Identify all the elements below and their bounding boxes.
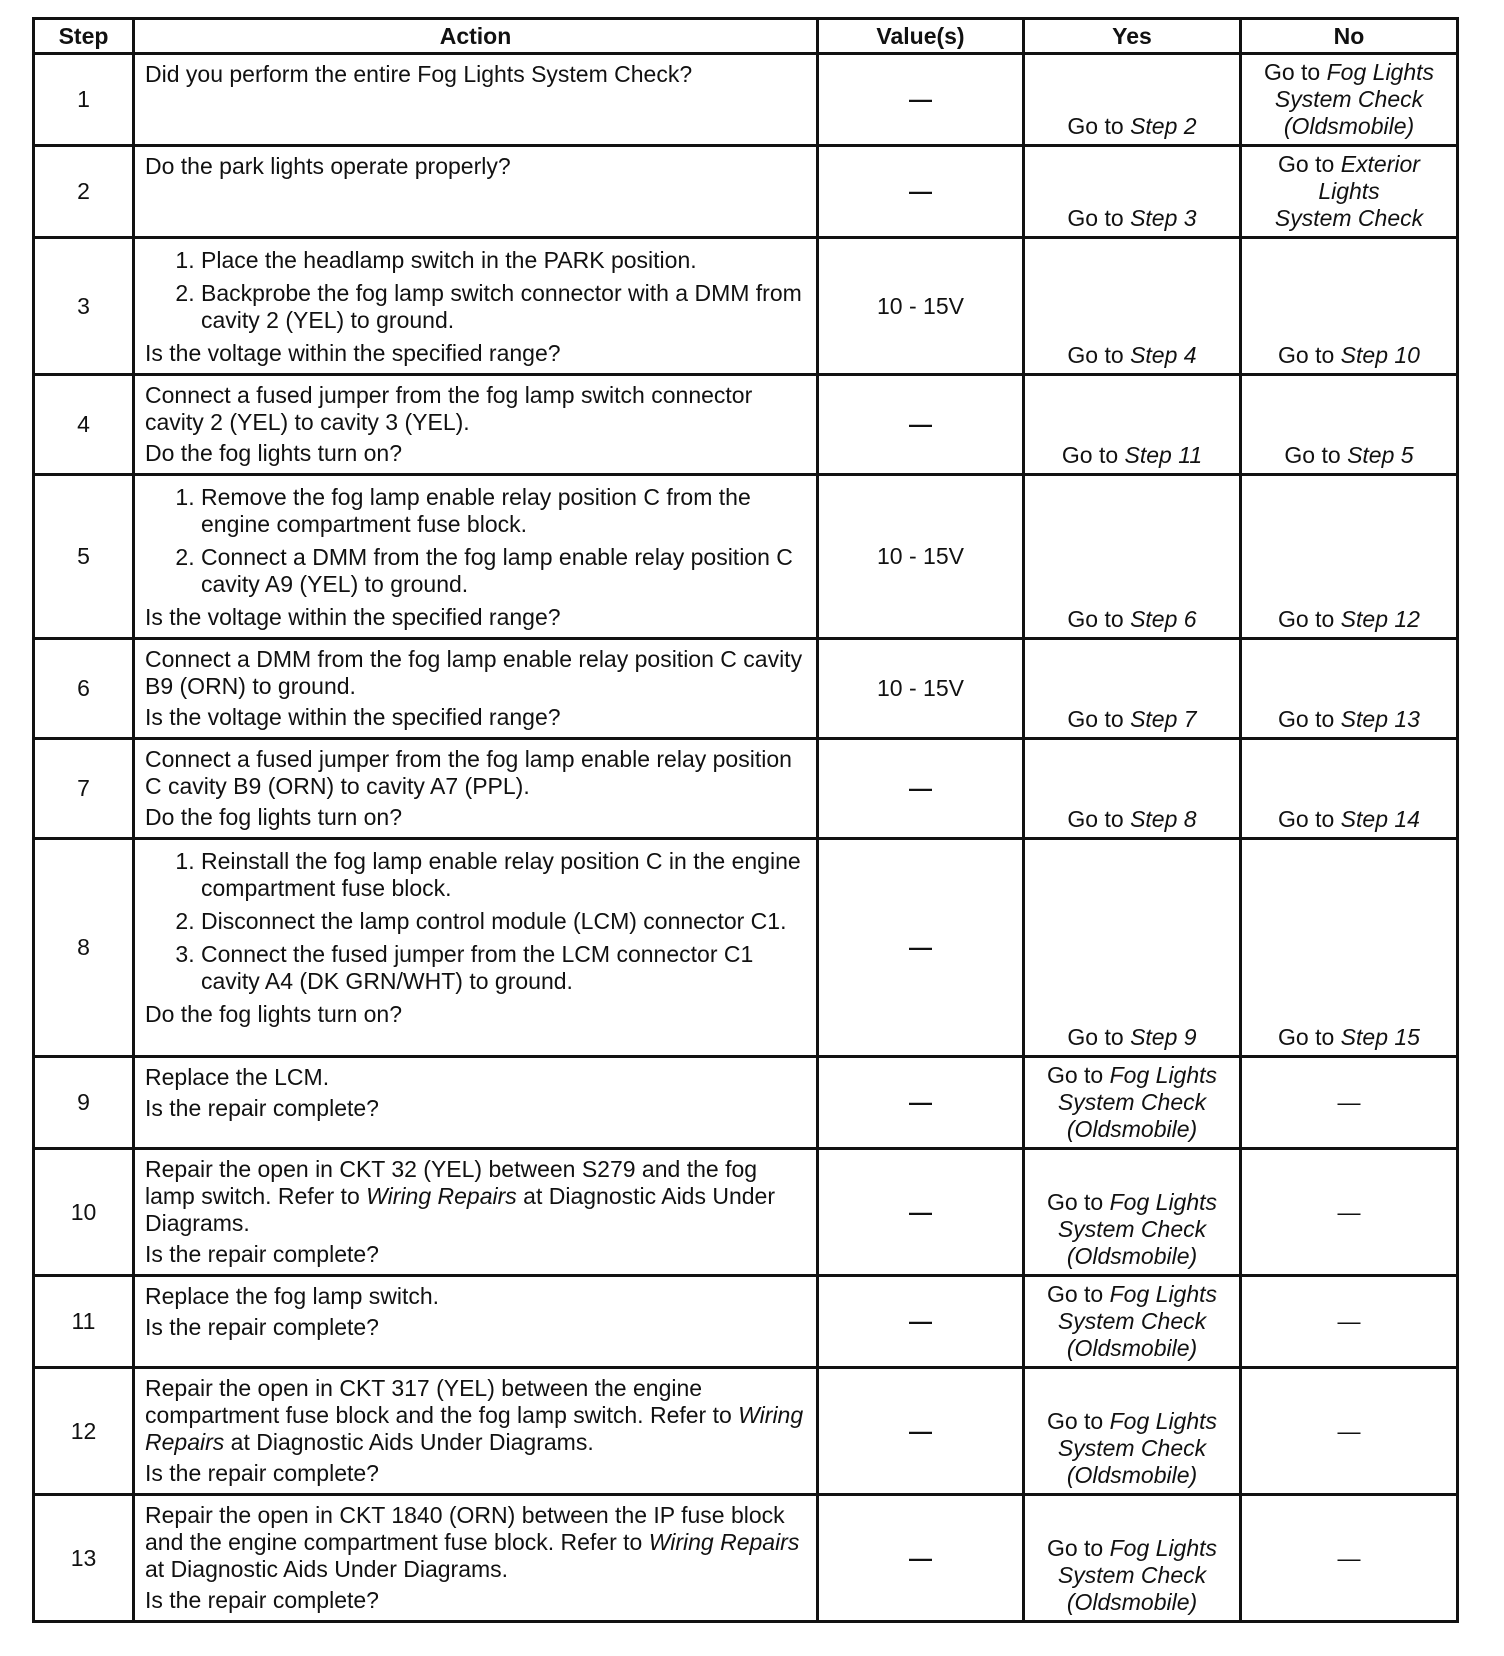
diagnostic-table-wrapper <box>32 17 1456 1623</box>
table-row <box>34 1276 1458 1368</box>
no-cell <box>1241 1276 1458 1368</box>
no-dash: — <box>1337 1089 1361 1115</box>
yes-line <box>1031 1435 1233 1462</box>
no-step-link[interactable]: Step 14 <box>1340 806 1420 832</box>
no-cell <box>1241 639 1458 739</box>
yes-goto: Go to <box>1067 606 1131 632</box>
yes-goto: Go to <box>1061 442 1125 468</box>
yes-goto: Go to <box>1067 1024 1131 1050</box>
no-goto: Go to <box>1284 442 1348 468</box>
step-number: 4 <box>34 375 134 475</box>
no-line <box>1248 178 1450 205</box>
action-step-item: 1. Place the headlamp switch in the PARK position. <box>201 247 806 274</box>
no-check-link[interactable]: System Check <box>1274 86 1424 112</box>
yes-line <box>1031 1062 1233 1089</box>
no-cell <box>1241 146 1458 238</box>
step-number: 2 <box>34 146 134 238</box>
yes-check-link[interactable]: (Oldsmobile) <box>1066 1589 1198 1615</box>
no-cell <box>1241 1368 1458 1495</box>
action-text: Replace the LCM. <box>145 1064 330 1090</box>
action-question: Is the repair complete? <box>145 1241 379 1267</box>
action-cell <box>134 739 818 839</box>
table-row <box>34 1057 1458 1149</box>
yes-step-link[interactable]: Step 11 <box>1124 442 1203 468</box>
yes-goto: Go to <box>1046 1189 1110 1215</box>
step-number: 7 <box>34 739 134 839</box>
table-row <box>34 475 1458 639</box>
step-number: 8 <box>34 839 134 1057</box>
no-step-link[interactable]: Step 15 <box>1340 1024 1420 1050</box>
action-question: Do the fog lights turn on? <box>145 440 402 466</box>
header-row <box>34 19 1458 54</box>
no-goto: Go to <box>1278 1024 1341 1050</box>
no-cell <box>1241 839 1458 1057</box>
action-text <box>145 1156 806 1237</box>
yes-step-link[interactable]: Step 3 <box>1130 205 1197 231</box>
yes-line <box>1031 1408 1233 1435</box>
no-line <box>1248 59 1450 86</box>
step-number: 10 <box>34 1149 134 1276</box>
action-question: Is the repair complete? <box>145 1095 379 1121</box>
yes-goto: Go to <box>1067 706 1131 732</box>
yes-line <box>1031 1308 1233 1335</box>
yes-line <box>1031 1216 1233 1243</box>
value-cell: — <box>818 1368 1024 1495</box>
action-text: Connect a fused jumper from the fog lamp switch connector cavity 2 (YEL) to cavity 3 (YEL). <box>145 382 753 435</box>
no-cell <box>1241 1495 1458 1622</box>
no-dash: — <box>1337 1544 1361 1571</box>
yes-check-link[interactable]: Fog Lights <box>1109 1189 1218 1215</box>
no-line <box>1248 86 1450 113</box>
action-steps-list <box>145 247 806 334</box>
no-line <box>1248 151 1450 178</box>
table-row <box>34 238 1458 375</box>
yes-check-link[interactable]: System Check <box>1057 1308 1207 1334</box>
no-cell <box>1241 54 1458 146</box>
yes-cell <box>1024 639 1241 739</box>
action-question: Is the voltage within the specified range? <box>145 340 561 366</box>
yes-line <box>1031 1243 1233 1270</box>
table-row <box>34 1368 1458 1495</box>
action-step-item: 2. Connect a DMM from the fog lamp enable relay position C cavity A9 (YEL) to ground. <box>201 544 806 598</box>
table-row <box>34 1149 1458 1276</box>
yes-goto: Go to <box>1067 113 1131 139</box>
yes-step-link[interactable]: Step 2 <box>1130 113 1197 139</box>
no-cell <box>1241 739 1458 839</box>
no-check-link[interactable]: Lights <box>1318 178 1380 204</box>
no-line <box>1248 205 1450 232</box>
yes-check-link[interactable]: System Check <box>1057 1435 1207 1461</box>
header-values: Value(s) <box>818 19 1024 54</box>
step-number: 1 <box>34 54 134 146</box>
no-step-link[interactable]: Step 10 <box>1340 342 1420 368</box>
action-cell <box>134 1368 818 1495</box>
header-action: Action <box>134 19 818 54</box>
no-goto: Go to <box>1278 806 1341 832</box>
step-number: 9 <box>34 1057 134 1149</box>
table-row <box>34 54 1458 146</box>
value-cell: — <box>818 1495 1024 1622</box>
yes-cell <box>1024 238 1241 375</box>
action-cell <box>134 1149 818 1276</box>
action-text <box>145 1375 806 1456</box>
no-cell <box>1241 475 1458 639</box>
step-number: 12 <box>34 1368 134 1495</box>
header-no: No <box>1241 19 1458 54</box>
action-cell <box>134 839 818 1057</box>
table-body <box>34 54 1458 1622</box>
no-line <box>1248 113 1450 140</box>
value-cell: — <box>818 54 1024 146</box>
header-yes: Yes <box>1024 19 1241 54</box>
value-cell: 10 - 15V <box>818 639 1024 739</box>
value-cell: — <box>818 839 1024 1057</box>
no-cell <box>1241 238 1458 375</box>
yes-line <box>1031 1535 1233 1562</box>
action-text <box>145 1502 806 1583</box>
yes-check-link[interactable]: (Oldsmobile) <box>1066 1243 1198 1269</box>
wiring-repairs-link[interactable]: Wiring Repairs <box>366 1183 517 1209</box>
action-question: Is the repair complete? <box>145 1587 379 1613</box>
yes-line <box>1031 1462 1233 1489</box>
action-text-part: at Diagnostic Aids Under Diagrams. <box>224 1429 594 1455</box>
action-step-item: 1. Remove the fog lamp enable relay position C from the engine compartment fuse block. <box>201 484 806 538</box>
value-cell: 10 - 15V <box>818 238 1024 375</box>
action-text-part: Repair the open in CKT 317 (YEL) between the engine compartment fuse block and the fog lamp switch. Refer to <box>145 1375 739 1428</box>
action-step-item: 3. Connect the fused jumper from the LCM connector C1 cavity A4 (DK GRN/WHT) to ground. <box>201 941 806 995</box>
action-question: Is the repair complete? <box>145 1460 379 1486</box>
yes-goto: Go to <box>1046 1281 1110 1307</box>
step-number: 3 <box>34 238 134 375</box>
yes-cell <box>1024 1276 1241 1368</box>
yes-check-link[interactable]: (Oldsmobile) <box>1066 1462 1198 1488</box>
table-row <box>34 375 1458 475</box>
yes-cell <box>1024 1368 1241 1495</box>
yes-check-link[interactable]: (Oldsmobile) <box>1066 1116 1198 1142</box>
yes-cell <box>1024 1057 1241 1149</box>
yes-cell <box>1024 739 1241 839</box>
yes-check-link[interactable]: Fog Lights <box>1109 1281 1218 1307</box>
yes-check-link[interactable]: Fog Lights <box>1109 1535 1218 1561</box>
yes-check-link[interactable]: System Check <box>1057 1216 1207 1242</box>
yes-line <box>1031 1589 1233 1616</box>
action-text-part: at Diagnostic Aids Under Diagrams. <box>145 1556 509 1582</box>
yes-check-link[interactable]: Fog Lights <box>1109 1408 1218 1434</box>
no-dash: — <box>1337 1198 1361 1225</box>
action-cell <box>134 1057 818 1149</box>
action-text-part: Repair the open in CKT 1840 (ORN) between the IP fuse block and the engine compartment fuse block. Refer to <box>145 1502 785 1555</box>
value-cell: — <box>818 1276 1024 1368</box>
action-cell <box>134 1495 818 1622</box>
action-step-item: 2. Backprobe the fog lamp switch connector with a DMM from cavity 2 (YEL) to ground. <box>201 280 806 334</box>
no-goto: Go to <box>1278 342 1341 368</box>
yes-step-link[interactable]: Step 8 <box>1130 806 1197 832</box>
yes-cell <box>1024 475 1241 639</box>
value-cell: — <box>818 146 1024 238</box>
no-goto: Go to <box>1263 59 1327 85</box>
action-text: Did you perform the entire Fog Lights System Check? <box>145 61 693 87</box>
diagnostic-table <box>32 17 1459 1623</box>
yes-check-link[interactable]: Fog Lights <box>1109 1062 1218 1088</box>
yes-goto: Go to <box>1046 1535 1110 1561</box>
value-cell: — <box>818 1149 1024 1276</box>
value-cell: — <box>818 739 1024 839</box>
yes-goto: Go to <box>1067 205 1131 231</box>
table-row <box>34 1495 1458 1622</box>
no-goto: Go to <box>1278 606 1341 632</box>
yes-goto: Go to <box>1046 1408 1110 1434</box>
yes-cell <box>1024 375 1241 475</box>
value-cell: — <box>818 1057 1024 1149</box>
action-text: Replace the fog lamp switch. <box>145 1283 440 1309</box>
yes-line <box>1031 1089 1233 1116</box>
no-check-link[interactable]: (Oldsmobile) <box>1283 113 1415 139</box>
action-question: Do the fog lights turn on? <box>145 1001 402 1027</box>
no-goto: Go to <box>1278 706 1341 732</box>
action-question: Is the repair complete? <box>145 1314 379 1340</box>
action-cell <box>134 238 818 375</box>
step-number: 11 <box>34 1276 134 1368</box>
yes-goto: Go to <box>1046 1062 1110 1088</box>
no-step-link[interactable]: Step 12 <box>1340 606 1420 632</box>
yes-goto: Go to <box>1067 806 1131 832</box>
action-text: Connect a fused jumper from the fog lamp enable relay position C cavity B9 (ORN) to cavity A7 (PPL). <box>145 746 792 799</box>
yes-check-link[interactable]: (Oldsmobile) <box>1066 1335 1198 1361</box>
yes-goto: Go to <box>1067 342 1131 368</box>
table-row <box>34 639 1458 739</box>
no-cell <box>1241 1149 1458 1276</box>
yes-step-link[interactable]: Step 6 <box>1130 606 1197 632</box>
yes-line <box>1031 1335 1233 1362</box>
yes-check-link[interactable]: System Check <box>1057 1089 1207 1115</box>
no-check-link[interactable]: Fog Lights <box>1326 59 1435 85</box>
action-cell <box>134 54 818 146</box>
action-steps-list <box>145 848 806 995</box>
action-question: Do the fog lights turn on? <box>145 804 402 830</box>
table-row <box>34 839 1458 1057</box>
action-cell <box>134 475 818 639</box>
no-step-link[interactable]: Step 13 <box>1340 706 1420 732</box>
action-cell <box>134 375 818 475</box>
table-row <box>34 146 1458 238</box>
action-text-part: Repair the open in CKT 32 (YEL) between S279 and the fog lamp switch. Refer to <box>145 1156 758 1209</box>
action-question: Is the voltage within the specified range? <box>145 704 561 730</box>
yes-line <box>1031 1562 1233 1589</box>
value-cell: — <box>818 375 1024 475</box>
no-dash: — <box>1337 1417 1361 1444</box>
action-step-item: 2. Disconnect the lamp control module (LCM) connector C1. <box>201 908 806 935</box>
header-step: Step <box>34 19 134 54</box>
step-number: 5 <box>34 475 134 639</box>
action-cell <box>134 1276 818 1368</box>
no-cell <box>1241 1057 1458 1149</box>
no-step-link[interactable]: Step 5 <box>1347 442 1414 468</box>
yes-cell <box>1024 54 1241 146</box>
action-question: Is the voltage within the specified range? <box>145 604 561 630</box>
yes-cell <box>1024 146 1241 238</box>
action-steps-list <box>145 484 806 598</box>
step-number: 13 <box>34 1495 134 1622</box>
action-text: Connect a DMM from the fog lamp enable relay position C cavity B9 (ORN) to ground. <box>145 646 803 699</box>
yes-line <box>1031 1281 1233 1308</box>
yes-cell <box>1024 839 1241 1057</box>
no-check-link[interactable]: System Check <box>1274 205 1424 231</box>
no-dash: — <box>1337 1308 1361 1334</box>
yes-step-link[interactable]: Step 4 <box>1130 342 1197 368</box>
no-goto: Go to <box>1278 151 1341 177</box>
no-check-link[interactable]: Exterior <box>1340 151 1420 177</box>
no-cell <box>1241 375 1458 475</box>
yes-line <box>1031 1189 1233 1216</box>
yes-step-link[interactable]: Step 9 <box>1130 1024 1197 1050</box>
action-cell <box>134 639 818 739</box>
yes-cell <box>1024 1149 1241 1276</box>
step-number: 6 <box>34 639 134 739</box>
action-cell <box>134 146 818 238</box>
yes-cell <box>1024 1495 1241 1622</box>
wiring-repairs-link[interactable]: Wiring Repairs <box>145 1402 804 1455</box>
yes-step-link[interactable]: Step 7 <box>1130 706 1197 732</box>
action-step-item: 1. Reinstall the fog lamp enable relay position C in the engine compartment fuse block. <box>201 848 806 902</box>
action-text-part: at Diagnostic Aids Under Diagrams. <box>145 1183 776 1236</box>
action-text: Do the park lights operate properly? <box>145 153 511 179</box>
wiring-repairs-link[interactable]: Wiring Repairs <box>648 1529 800 1555</box>
value-cell: 10 - 15V <box>818 475 1024 639</box>
yes-check-link[interactable]: System Check <box>1057 1562 1207 1588</box>
yes-line <box>1031 1116 1233 1143</box>
table-row <box>34 739 1458 839</box>
